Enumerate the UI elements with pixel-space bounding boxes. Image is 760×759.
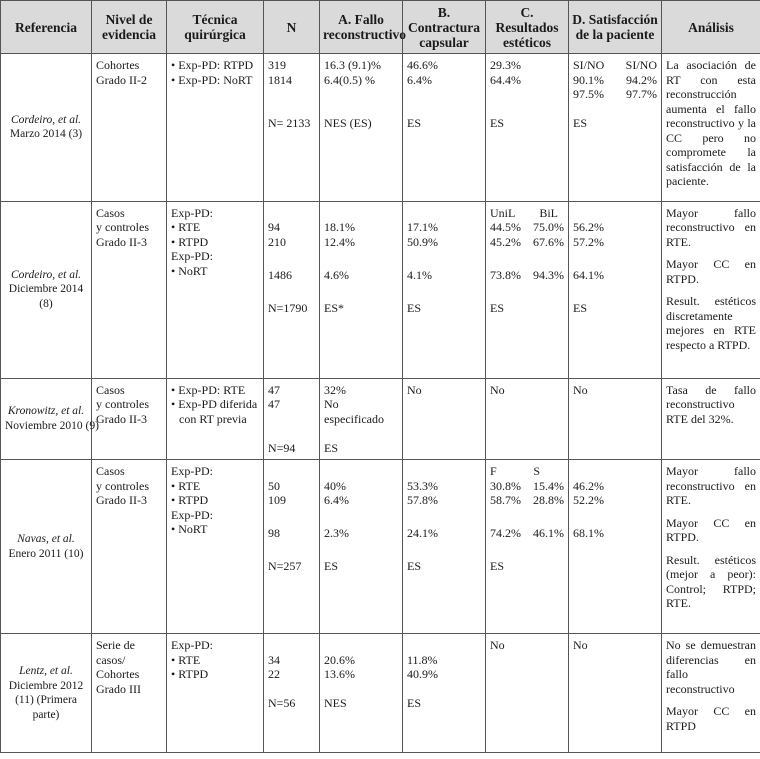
- n-value: 98: [268, 526, 280, 540]
- n-total: N= 2133: [268, 116, 311, 130]
- technique-item: • Exp-PD: RTE: [171, 383, 259, 398]
- satisfaccion-cell: [569, 634, 662, 753]
- satisfaccion-value: 64.1%: [573, 267, 604, 282]
- technique-heading: Exp-PD:: [171, 205, 213, 220]
- contractura-cell: [403, 460, 486, 634]
- analisis-text: Tasa de fallo reconstructivo RTE del 32%.: [666, 382, 756, 426]
- evidence-line: Grado II-3: [96, 493, 147, 507]
- fallo-value: 40%: [324, 478, 346, 493]
- evidence-cell: [92, 378, 167, 460]
- contractura-value: 57.8%: [407, 493, 438, 507]
- fallo-cell: [320, 54, 403, 202]
- evidence-line: Casos: [96, 464, 125, 478]
- satisfaccion-value: No: [573, 638, 588, 652]
- n-value: 109: [268, 493, 286, 507]
- satisfaccion-significance: ES: [573, 300, 588, 315]
- esteticos-cell: [486, 378, 569, 460]
- satisfaccion-significance: ES: [573, 116, 588, 130]
- technique-item-continued: con RT previa: [179, 411, 247, 426]
- esteticos-cell: [486, 201, 569, 378]
- n-value: 1814: [268, 72, 292, 87]
- table-row: [1, 460, 760, 634]
- satisfaccion-cell: [569, 378, 662, 460]
- header-n: N: [264, 1, 320, 54]
- contractura-significance: ES: [407, 116, 422, 130]
- header-esteticos: C. Resultados estéticos: [486, 1, 569, 54]
- reference-author: Navas, et al.: [17, 533, 75, 545]
- satisfaccion-value: 97.5%: [573, 87, 604, 101]
- esteticos-significance: ES: [490, 559, 505, 573]
- table-row: [1, 201, 760, 378]
- header-referencia: Referencia: [1, 1, 92, 54]
- analisis-cell: [662, 54, 760, 202]
- fallo-value: 6.4%: [324, 493, 349, 507]
- fallo-cell: [320, 460, 403, 634]
- analisis-cell: [662, 201, 760, 378]
- analisis-text: Mayor CC en RTPD: [666, 704, 756, 733]
- technique-cell: [167, 634, 264, 753]
- satisfaccion-value: 56.2%: [573, 220, 604, 234]
- reference-cell: [1, 378, 99, 460]
- satisfaccion-value: 97.7%: [626, 87, 657, 101]
- technique-item: • NoRT: [171, 264, 259, 279]
- n-value: 47: [268, 382, 280, 397]
- evidence-line: y controles: [96, 220, 149, 234]
- analisis-text: Mayor CC en RTPD.: [666, 515, 756, 544]
- contractura-value: 53.3%: [407, 478, 438, 493]
- reference-cell: [1, 201, 92, 378]
- evidence-line: Serie de: [96, 638, 135, 652]
- fallo-value: 12.4%: [324, 234, 355, 249]
- contractura-value: 11.8%: [407, 652, 438, 667]
- esteticos-significance: ES: [490, 300, 505, 315]
- esteticos-value: 44.5%: [490, 220, 521, 234]
- fallo-significance: NES (ES): [324, 116, 372, 130]
- satisfaccion-value: SI/NO: [573, 58, 605, 72]
- evidence-line: y controles: [96, 397, 149, 411]
- reference-date: Noviembre 2010 (9): [5, 419, 99, 432]
- header-row: [1, 1, 760, 54]
- technique-item: • Exp-PD diferida: [171, 397, 259, 412]
- technique-cell: [167, 460, 264, 634]
- analisis-text: La asociación de RT con esta reconstrucción aumenta el fallo reconstructivo y la CC pero no compromete la satisfacción de la paciente.: [666, 58, 756, 188]
- reference-author: Kronowitz, et al.: [7, 405, 85, 418]
- reference-date: Enero 2011 (10): [8, 547, 84, 560]
- header-tecnica: Técnica quirúrgica: [167, 1, 264, 54]
- header-contractura: B. Contractura capsular: [403, 1, 486, 54]
- header-fallo: A. Fallo reconstructivo: [320, 1, 403, 54]
- fallo-value: 18.1%: [324, 220, 355, 234]
- table-row: [1, 634, 760, 753]
- satisfaccion-value: 52.2%: [573, 493, 604, 507]
- n-value: 1486: [268, 267, 292, 282]
- satisfaccion-value: 46.2%: [573, 478, 604, 493]
- contractura-value: 46.6%: [407, 58, 438, 72]
- n-value: 34: [268, 652, 280, 667]
- header-nivel: Nivel de evidencia: [92, 1, 167, 54]
- analisis-text: Result. estéticos discretamente mejores en RTE respecto a RTPD.: [666, 294, 756, 352]
- esteticos-value: 64.4%: [490, 72, 521, 87]
- satisfaccion-value: 68.1%: [573, 526, 604, 540]
- satisfaccion-cell: [569, 460, 662, 634]
- esteticos-value: 73.8%: [490, 267, 521, 282]
- technique-item: • Exp-PD: RTPD: [171, 58, 259, 73]
- fallo-value: 4.6%: [324, 267, 349, 282]
- satisfaccion-value: 57.2%: [573, 234, 604, 249]
- header-analisis: Análisis: [662, 1, 760, 54]
- esteticos-subheader: F: [490, 464, 497, 478]
- evidence-line: Grado III: [96, 681, 141, 696]
- analisis-text: Mayor fallo reconstructivo en RTE.: [666, 464, 756, 507]
- fallo-significance: ES*: [324, 300, 345, 315]
- fallo-significance: ES: [324, 440, 339, 455]
- contractura-significance: ES: [407, 300, 422, 315]
- technique-item: • RTPD: [171, 667, 259, 682]
- technique-item: • RTE: [171, 220, 259, 235]
- reference-author: Cordeiro, et al.: [10, 113, 82, 126]
- technique-heading: Exp-PD:: [171, 249, 213, 263]
- esteticos-value: 28.8%: [533, 493, 564, 507]
- technique-item: • RTE: [171, 653, 259, 668]
- reference-author: Cordeiro, et al.: [10, 268, 82, 281]
- n-total: N=257: [268, 559, 302, 573]
- technique-cell: [167, 54, 264, 202]
- fallo-value: 32%: [324, 382, 346, 397]
- reference-date: Marzo 2014 (3): [9, 128, 83, 141]
- evidence-line: Casos: [96, 205, 125, 220]
- n-cell: [264, 634, 320, 753]
- analisis-text: No se demuestran diferencias en fallo reconstructivo: [666, 638, 756, 696]
- header-satisfaccion: D. Satisfacción de la paciente: [569, 1, 662, 54]
- evidence-line: casos/: [96, 652, 126, 667]
- contractura-significance: ES: [407, 559, 422, 573]
- evidence-line: Cohortes: [96, 667, 140, 681]
- n-value: 50: [268, 478, 280, 493]
- technique-cell: [167, 201, 264, 378]
- contractura-cell: [403, 378, 486, 460]
- esteticos-value: No: [490, 382, 505, 397]
- technique-item: • RTPD: [171, 235, 259, 250]
- technique-item: • Exp-PD: NoRT: [171, 73, 259, 88]
- n-cell: [264, 201, 320, 378]
- evidence-line: Grado II-3: [96, 411, 147, 426]
- evidence-cell: [92, 460, 167, 634]
- esteticos-value: 30.8%: [490, 478, 521, 493]
- analisis-cell: [662, 634, 760, 753]
- esteticos-value: 45.2%: [490, 234, 521, 249]
- esteticos-value: 67.6%: [533, 234, 564, 249]
- fallo-cell: [320, 378, 403, 460]
- esteticos-value: 46.1%: [533, 526, 564, 540]
- evidence-line: Grado II-2: [96, 72, 147, 87]
- n-total: N=56: [268, 696, 296, 710]
- n-value: 47: [268, 397, 280, 411]
- esteticos-subheader: BiL: [539, 205, 558, 220]
- reference-date: Diciembre 2012 (11) (Primera parte): [8, 679, 84, 721]
- contractura-significance: ES: [407, 696, 422, 710]
- technique-cell: [167, 378, 264, 460]
- fallo-value: 2.3%: [324, 526, 349, 540]
- esteticos-value: 58.7%: [490, 493, 521, 507]
- evidence-cell: [92, 54, 167, 202]
- contractura-value: 6.4%: [407, 72, 432, 87]
- evidence-line: Casos: [96, 382, 125, 397]
- technique-item: • RTE: [171, 479, 259, 494]
- fallo-significance: NES: [324, 696, 347, 710]
- fallo-value: 16.3 (9.1)%: [324, 58, 381, 72]
- reference-date: Diciembre 2014 (8): [8, 283, 84, 310]
- analisis-text: Mayor fallo reconstructivo en RTE.: [666, 205, 756, 249]
- esteticos-cell: [486, 460, 569, 634]
- fallo-cell: [320, 634, 403, 753]
- satisfaccion-cell: [569, 201, 662, 378]
- fallo-value: 13.6%: [324, 667, 355, 681]
- esteticos-value: 94.3%: [533, 267, 564, 282]
- n-value: 210: [268, 234, 286, 249]
- contractura-value: No: [407, 382, 422, 397]
- analisis-text: Result. estéticos (mejor a peor): Control; RTPD; RTE.: [666, 552, 756, 610]
- contractura-value: 40.9%: [407, 667, 438, 681]
- contractura-value: 24.1%: [407, 526, 438, 540]
- table-row: [1, 54, 760, 202]
- n-cell: [264, 460, 320, 634]
- analisis-cell: [662, 460, 760, 634]
- analisis-cell: [662, 378, 760, 460]
- reference-cell: [1, 54, 92, 202]
- fallo-value: 20.6%: [324, 652, 355, 667]
- contractura-cell: [403, 634, 486, 753]
- n-cell: [264, 54, 320, 202]
- esteticos-subheader: UniL: [490, 205, 516, 220]
- technique-heading: Exp-PD:: [171, 638, 213, 652]
- n-total: N=1790: [268, 300, 308, 315]
- analisis-text: Mayor CC en RTPD.: [666, 257, 756, 286]
- reference-cell: [1, 460, 92, 634]
- esteticos-value: No: [490, 638, 505, 652]
- fallo-significance: ES: [324, 559, 339, 573]
- evidence-line: Grado II-3: [96, 234, 147, 249]
- satisfaccion-value: SI/NO: [625, 58, 657, 72]
- satisfaccion-value: 94.2%: [626, 72, 657, 87]
- esteticos-value: 15.4%: [533, 478, 564, 493]
- technique-heading: Exp-PD:: [171, 464, 213, 478]
- contractura-cell: [403, 201, 486, 378]
- technique-item: • NoRT: [171, 522, 259, 537]
- contractura-value: 4.1%: [407, 267, 432, 282]
- contractura-value: 17.1%: [407, 220, 438, 234]
- esteticos-value: 75.0%: [533, 220, 564, 234]
- satisfaccion-value: No: [573, 382, 588, 397]
- fallo-cell: [320, 201, 403, 378]
- technique-item: • RTPD: [171, 493, 259, 508]
- n-value: 319: [268, 58, 286, 72]
- satisfaccion-value: 90.1%: [573, 72, 604, 87]
- technique-heading: Exp-PD:: [171, 507, 213, 522]
- esteticos-cell: [486, 54, 569, 202]
- table-row: [1, 378, 760, 460]
- evidence-cell: [92, 201, 167, 378]
- evidence-cell: [92, 634, 167, 753]
- n-value: 94: [268, 220, 280, 234]
- fallo-value: 6.4(0.5) %: [324, 72, 375, 87]
- reference-author: Lentz, et al.: [19, 665, 73, 677]
- fallo-value: No: [324, 397, 339, 411]
- contractura-value: 50.9%: [407, 234, 438, 249]
- evidence-line: Cohortes: [96, 58, 140, 72]
- n-cell: [264, 378, 320, 460]
- n-total: N=94: [268, 440, 296, 455]
- esteticos-value: 29.3%: [490, 58, 521, 72]
- esteticos-subheader: S: [533, 464, 540, 478]
- esteticos-cell: [486, 634, 569, 753]
- n-value: 22: [268, 667, 280, 681]
- fallo-value: especificado: [324, 411, 384, 426]
- contractura-cell: [403, 54, 486, 202]
- esteticos-value: 74.2%: [490, 526, 521, 540]
- esteticos-significance: ES: [490, 116, 505, 130]
- reference-cell: [1, 634, 92, 753]
- evidence-line: y controles: [96, 478, 149, 493]
- satisfaccion-cell: [569, 54, 662, 202]
